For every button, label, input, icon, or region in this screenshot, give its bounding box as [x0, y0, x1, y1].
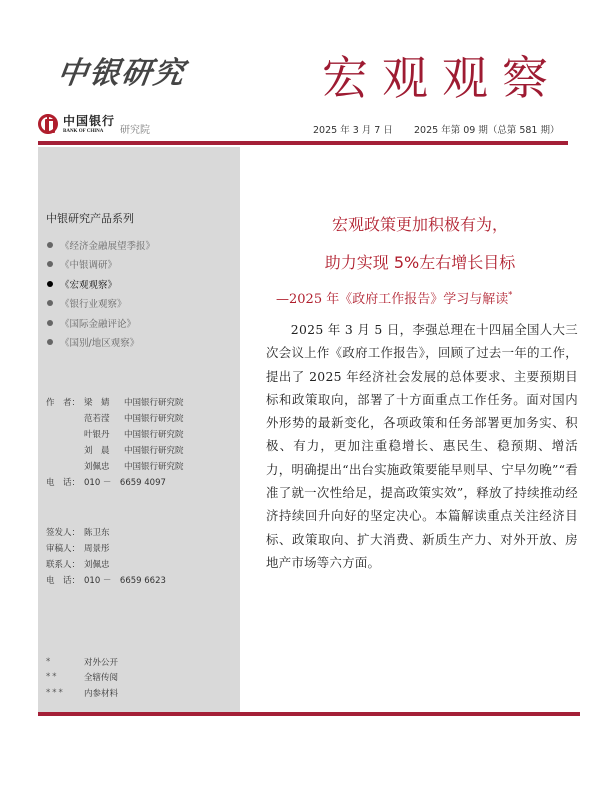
bullet-icon: [47, 261, 53, 267]
series-item: 《国际金融评论》: [47, 313, 155, 333]
series-title: 中银研究产品系列: [46, 212, 134, 225]
publish-date: 2025 年 3 月 7 日: [313, 125, 393, 136]
series-list: [47, 235, 155, 352]
author-row: 刘 晨 中国银行研究院: [84, 446, 184, 456]
series-item: 《经济金融展望季报》: [47, 235, 155, 255]
contact-phone-row: 电 话： 010 － 6659 6623: [46, 576, 166, 586]
confidentiality-row: ** 全辖传阅: [46, 672, 119, 684]
issuer-row: 签发人： 陈卫东: [46, 528, 110, 538]
author-row: 范若滢 中国银行研究院: [84, 414, 184, 424]
bullet-icon: [47, 242, 53, 248]
bullet-icon: [47, 300, 53, 306]
header-divider: [38, 141, 568, 145]
author-row: 叶银丹 中国银行研究院: [84, 430, 184, 440]
bullet-icon: [47, 281, 53, 287]
contacts-block: [46, 524, 166, 588]
confidentiality-legend: [46, 654, 118, 701]
authors-phone-row: 电 话： 010 － 6659 4097: [46, 478, 166, 488]
reviewer-row: 审稿人： 周景彤: [46, 544, 110, 554]
footer-divider: [38, 712, 580, 716]
series-item: 《银行业观察》: [47, 294, 155, 314]
series-item: 《国别/地区观察》: [47, 333, 155, 353]
bullet-icon: [47, 339, 53, 345]
bank-of-china-logo: [38, 114, 115, 134]
calligraphy-logo: 中银研究: [55, 56, 188, 91]
series-item-active: 《宏观观察》: [47, 274, 155, 294]
issue-number: 2025 年第 09 期（总第 581 期）: [414, 125, 560, 136]
confidentiality-row: *** 内参材料: [46, 687, 119, 699]
contact-row: 联系人： 刘佩忠: [46, 560, 110, 570]
authors-block: [46, 394, 184, 490]
article-headline-line1: 宏观政策更加积极有为，: [331, 215, 508, 234]
confidentiality-row: * 对外公开: [46, 656, 119, 668]
boc-logo-en: BANK OF CHINA: [63, 128, 104, 134]
article-subtitle: —2025 年《政府工作报告》学习与解读*: [276, 290, 513, 307]
article-body-paragraph: 2025 年 3 月 5 日，李强总理在十四届全国人大三次会议上作《政府工作报告》，回顾了过去一年的工作，提出了 2025 年经济社会发展的总体要求、主要预期目标和政策取向，部署了十方面重点工作任务。面对国内外形势的最新变化，各项政策和任务部署更加务实、积极、有力，更加注重稳增长、惠民生、稳预期、增活力，明确提出“出台实施政策要能早则早、宁早勿晚”“看准了就一次性给足，提高政策实效”，释放了持续推动经济持续回升向好的坚定决心。本篇解读重点关注经济目标、政策取向、扩大消费、新质生产力、对外开放、房地产市场等六方面。: [266, 322, 578, 570]
author-row: 作 者： 梁 婧 中国银行研究院: [46, 398, 184, 408]
boc-logo-cn: 中国银行: [63, 113, 116, 128]
footnote-marker: *: [508, 290, 513, 300]
series-item: 《中银调研》: [47, 255, 155, 275]
boc-emblem-icon: [38, 114, 58, 134]
author-row: 刘佩忠 中国银行研究院: [84, 462, 184, 472]
institute-label: 研究院: [120, 125, 150, 136]
bullet-icon: [47, 320, 53, 326]
publication-title: 宏观观察: [322, 51, 562, 105]
article-headline-line2: 助力实现 5%左右增长目标: [324, 253, 516, 272]
